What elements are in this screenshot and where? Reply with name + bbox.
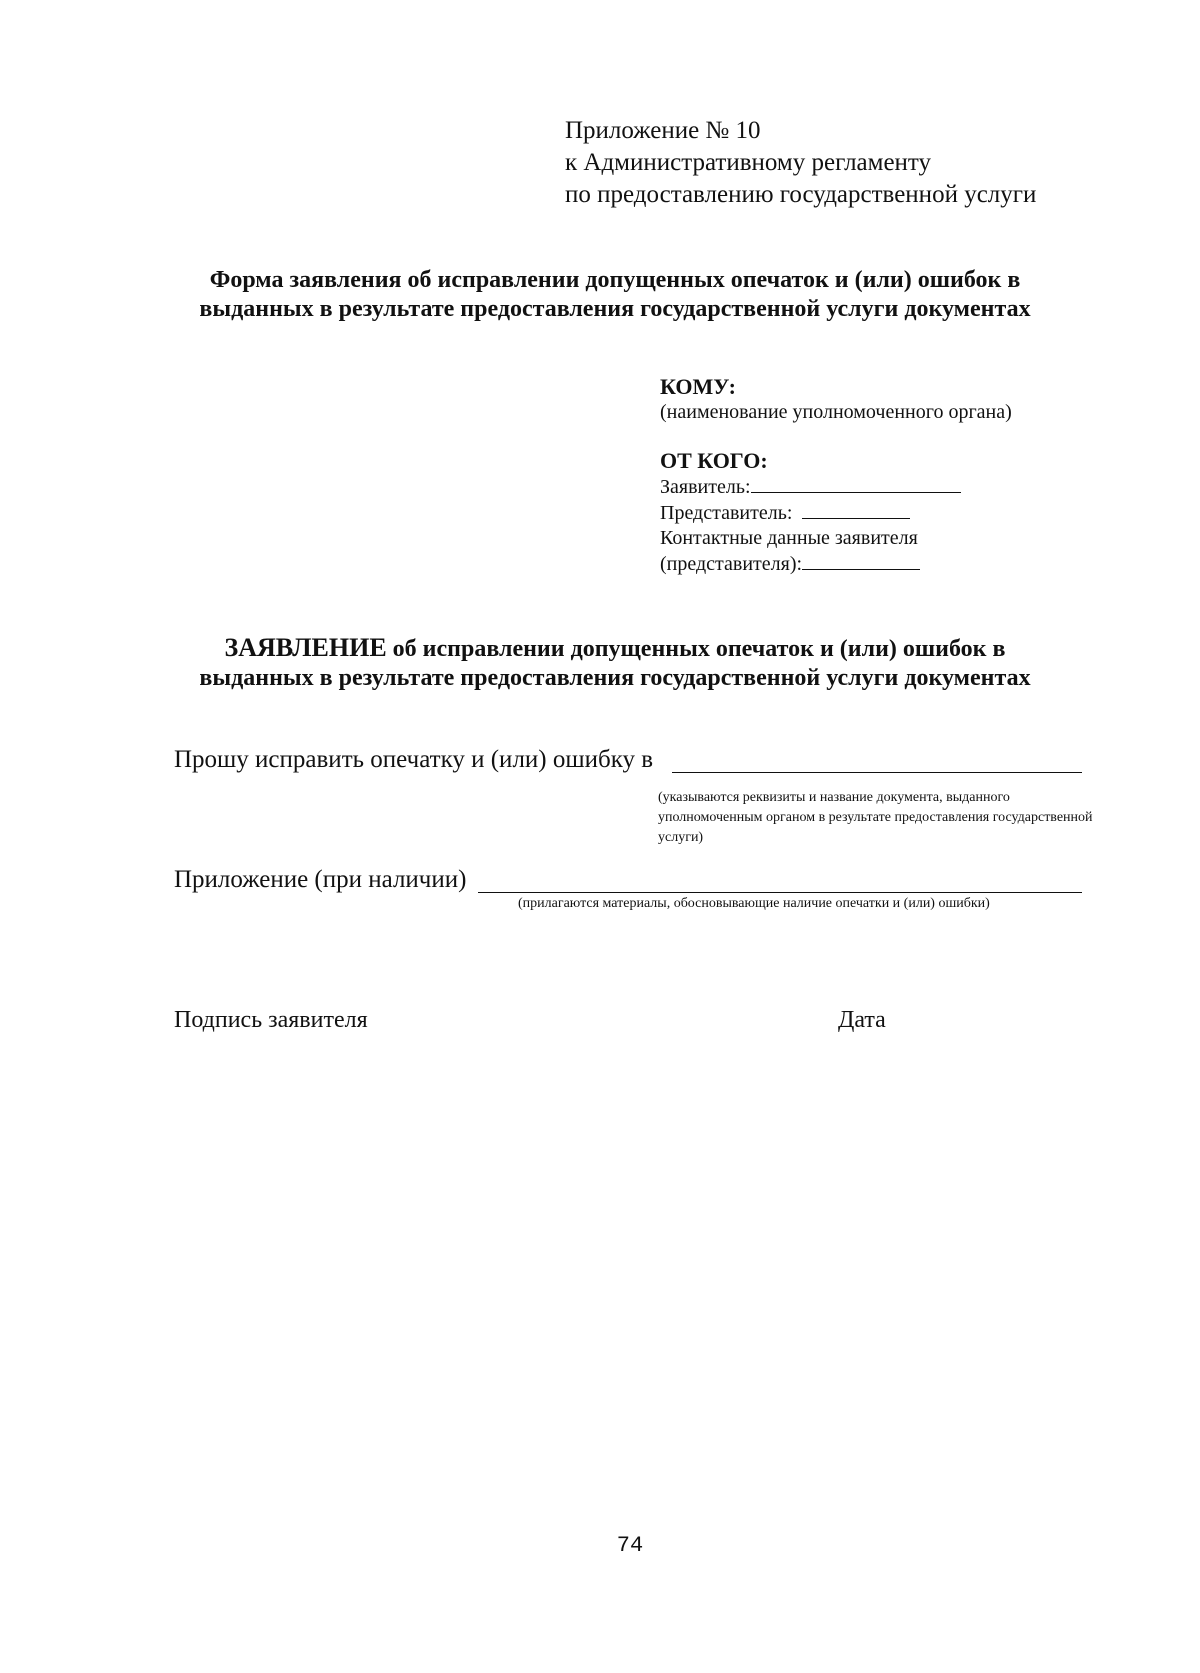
statement-title-line-1	[150, 633, 1080, 664]
signature-label: Подпись заявителя	[174, 1007, 368, 1033]
statement-title-line-2: выданных в результате предоставления государственной услуги документах	[199, 665, 1031, 691]
applicant-field[interactable]	[751, 474, 961, 493]
form-title-line-2: выданных в результате предоставления государственной услуги документах	[199, 296, 1031, 322]
form-title	[150, 266, 1080, 324]
attachment-label: Приложение (при наличии)	[174, 866, 467, 893]
recipient-heading: КОМУ:	[660, 374, 736, 399]
date-label: Дата	[838, 1007, 886, 1033]
contacts-row	[660, 551, 1080, 577]
appendix-header	[565, 115, 1036, 211]
appendix-line-2: к Административному регламенту	[565, 149, 932, 176]
sender-block	[660, 448, 1080, 577]
representative-field[interactable]	[802, 500, 910, 519]
request-field[interactable]	[672, 772, 1082, 773]
representative-label: Представитель:	[660, 502, 793, 524]
contacts-label: (представителя):	[660, 553, 803, 575]
representative-row	[660, 500, 1080, 526]
attachment-hint: (прилагаются материалы, обосновывающие наличие опечатки и (или) ошибки)	[518, 896, 990, 911]
request-text: Прошу исправить опечатку и (или) ошибку в	[174, 746, 654, 773]
contacts-field[interactable]	[802, 551, 920, 570]
statement-title	[150, 633, 1080, 693]
attachment-field[interactable]	[478, 892, 1082, 893]
appendix-line-1: Приложение № 10	[565, 117, 761, 144]
applicant-label: Заявитель:	[660, 476, 751, 498]
recipient-hint: (наименование уполномоченного органа)	[660, 401, 1012, 423]
contacts-line-1: Контактные данные заявителя	[660, 527, 918, 549]
page-number: 74	[616, 1533, 644, 1558]
applicant-row	[660, 474, 1080, 500]
statement-word: ЗАЯВЛЕНИЕ	[224, 633, 387, 662]
form-title-line-1: Форма заявления об исправлении допущенных опечаток и (или) ошибок в	[209, 267, 1021, 293]
appendix-line-3: по предоставлению государственной услуги	[565, 181, 1037, 208]
sender-heading: ОТ КОГО:	[660, 448, 768, 473]
statement-title-rest: об исправлении допущенных опечаток и (или) ошибок в	[386, 636, 1006, 662]
request-hint: (указываются реквизиты и название документа, выданного уполномоченным органом в результате предоставления государственной услуги)	[658, 790, 1093, 845]
recipient-block	[660, 374, 1080, 425]
